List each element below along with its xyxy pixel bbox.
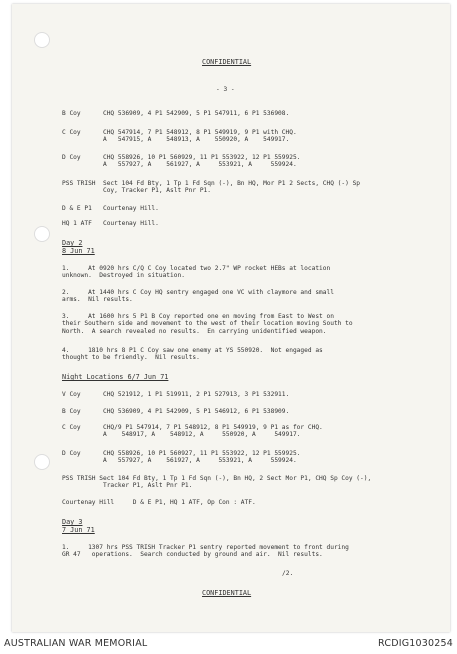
night-pss-trish: PSS TRISH Sect 104 Fd Bty, 1 Tp 1 Fd Sqn (-), Bn HQ, 2 Sect Mor P1, CHQ Sp Coy (-), Tracker P1, Aslt Pnr P1. (62, 475, 372, 490)
c-coy-lines: C Coy CHQ 547914, 7 P1 548912, 8 P1 549919, 9 P1 with CHQ. A 547915, A 548913, A 550920, A 549917. (62, 129, 297, 144)
paragraph-4: 4. 1810 hrs 8 P1 C Coy saw one enemy at YS 550920. Not engaged as thought to be friendly. Nil results. (62, 347, 323, 362)
de-pl-line: D & E P1 Courtenay Hill. (62, 205, 159, 212)
hq-atf-line: HQ 1 ATF Courtenay Hill. (62, 220, 159, 227)
paragraph-1: 1. At 0920 hrs C/Q C Coy located two 2.7" WP rocket HEBs at location unknown. Destroyed in situation. (62, 265, 331, 280)
confidential-footer: CONFIDENTIAL (202, 589, 252, 597)
night-courtenay: Courtenay Hill D & E P1, HQ 1 ATF, Op Con : ATF. (62, 499, 256, 506)
archive-reference: RCDIG1030254 (378, 638, 453, 649)
night-d-coy: D Coy CHQ 558926, 10 P1 560927, 11 P1 553922, 12 P1 559925. A 557927, A 561927, A 553921, A 559924. (62, 450, 301, 465)
pss-trish-lines: PSS TRISH Sect 104 Fd Bty, 1 Tp 1 Fd Sqn (-), Bn HQ, Mor P1 2 Sects, CHQ (-) Sp Coy, Tracker P1, Aslt Pnr P1. (62, 180, 361, 195)
paragraph-5: 1. 1307 hrs PSS TRISH Tracker P1 sentry reported movement to front during GR 47 operations. Search conducted by ground and air. Nil results. (62, 544, 349, 559)
punch-hole (34, 226, 50, 242)
continuation-marker: /2. (282, 570, 294, 577)
day3-date: 7 Jun 71 (62, 526, 95, 534)
day2-date: 8 Jun 71 (62, 247, 95, 255)
d-coy-lines: D Coy CHQ 558926, 10 P1 560929, 11 P1 553922, 12 P1 559925. A 557927, A 561927, A 553921, A 559924. (62, 154, 301, 169)
night-c-coy: C Coy CHQ/9 P1 547914, 7 P1 548912, 8 P1 549919, 9 P1 as for CHQ. A 548917, A 548912, A 550920, A 549917. (62, 424, 323, 439)
confidential-header: CONFIDENTIAL (202, 58, 252, 66)
archive-credit: AUSTRALIAN WAR MEMORIAL (4, 638, 148, 649)
night-locations-heading: Night Locations 6/7 Jun 71 (62, 373, 169, 381)
b-coy-line: B Coy CHQ 536909, 4 P1 542909, 5 P1 547911, 6 P1 536908. (62, 110, 290, 117)
day3-heading: Day 3 (62, 518, 83, 526)
night-v-coy: V Coy CHQ 521912, 1 P1 519911, 2 P1 527913, 3 P1 532911. (62, 391, 290, 398)
page-number: - 3 - (216, 86, 235, 93)
punch-hole (34, 454, 50, 470)
day2-heading: Day 2 (62, 239, 83, 247)
paragraph-2: 2. At 1440 hrs C Coy HQ sentry engaged one VC with claymore and small arms. Nil results. (62, 289, 334, 304)
paragraph-3: 3. At 1600 hrs 5 P1 B Coy reported one en moving from East to West on their Southern side and movement to the west of their location moving South to North. A search revealed no results. En carrying unidentified weapon. (62, 313, 353, 335)
punch-hole (34, 32, 50, 48)
document-page (12, 4, 450, 632)
night-b-coy: B Coy CHQ 536909, 4 P1 542909, 5 P1 546912, 6 P1 538909. (62, 408, 290, 415)
